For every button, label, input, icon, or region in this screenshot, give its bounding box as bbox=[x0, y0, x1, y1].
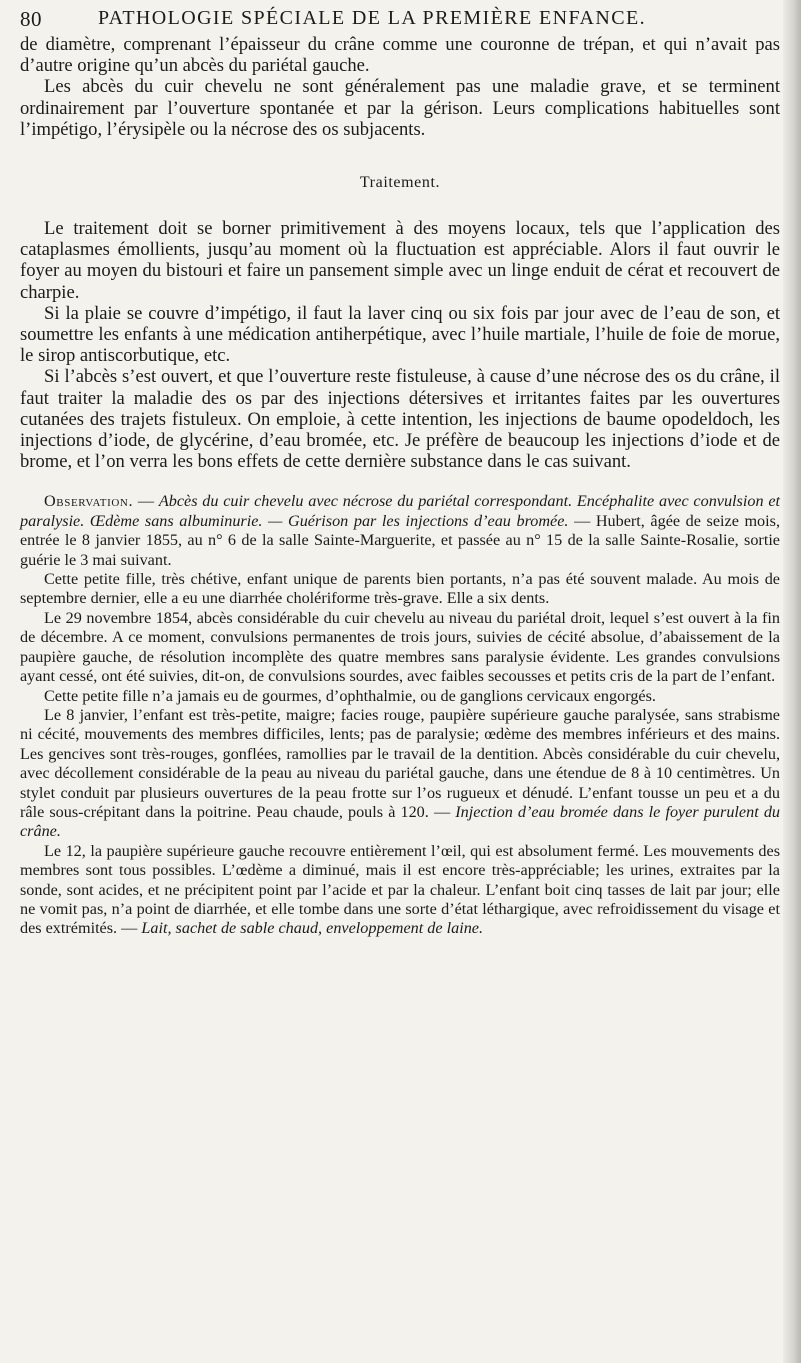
observation-p4-prescription: Injection d’eau bromée dans le foyer purulent du crâne. bbox=[20, 802, 781, 841]
observation-label: Observation. bbox=[44, 492, 134, 511]
observation-paragraph-1: Cette petite fille, très chétive, enfant unique de parents bien portants, n’a pas été souvent malade. Au mois de septembre dernier, elle a eu une diarrhée cholériforme très-grave. Elle a six dents. bbox=[20, 570, 780, 608]
treatment-paragraph-1: Le traitement doit se borner primitivement à des moyens locaux, tels que l’application des cataplasmes émollients, jusqu’au moment où la fluctuation est appréciable. Alors il faut ouvrir le foyer au moyen du bistouri et faire un pansement simple avec un linge enduit de cérat et recouvert de charpie. bbox=[20, 218, 780, 303]
page-gutter-shadow bbox=[783, 0, 801, 1363]
observation-title: Abcès du cuir chevelu avec nécrose du pariétal correspondant. Encéphalite avec convulsion et paralysie. Œdème sans albuminurie. — Guérison par les injections d’eau bromée. bbox=[20, 492, 781, 530]
observation-paragraph-2: Le 29 novembre 1854, abcès considérable du cuir chevelu au niveau du pariétal droit, lequel s’est ouvert à la fin de décembre. A ce moment, convulsions permanentes de trois jours, suivies de cécité absolue, d’abaissement de la paupière gauche, de résolution incomplète des quatre membres sans paralysie évidente. Les grandes convulsions ayant cessé, ont été suivies, dit-on, de convulsions sourdes, avec faibles secousses et petits cris de la part de l’enfant. bbox=[20, 608, 780, 686]
treatment-paragraph-3: Si l’abcès s’est ouvert, et que l’ouverture reste fistuleuse, à cause d’une nécrose des os du crâne, il faut traiter la maladie des os par des injections détersives et irritantes faites par les ouvertures cutanées des trajets fistuleux. On emploie, à cette intention, les injections de baume opodeldoch, les injections d’iode, de glycérine, d’eau bromée, etc. Je préfère de beaucoup les injections d’iode et de brome, et l’on verra les bons effets de cette dernière substance dans le cas suivant. bbox=[20, 366, 780, 473]
intro-paragraph: Les abcès du cuir chevelu ne sont généralement pas une maladie grave, et se terminent ordinairement par l’ouverture spontanée et par la gérison. Leurs complications habituelles sont l’impétigo, l’érysipèle ou la nécrose des os subjacents. bbox=[20, 76, 780, 140]
observation-p4-text: Le 8 janvier, l’enfant est très-petite, maigre; facies rouge, paupière supérieure gauche paralysée, sans strabisme ni cécité, mouvements des membres difficiles, lents; pas de paralysie; œdème des membres inférieurs et des mains. Les gencives sont très-rouges, gonflées, ramollies par le travail de la dentition. Abcès considérable du cuir chevelu, avec décollement considérable de la peau au niveau du pariétal gauche, dans une étendue de 8 à 10 centimètres. Un stylet conduit par plusieurs ouvertures de la peau frotte sur l’os rugueux et dénudé. L’enfant tousse un peu et a du râle sous-crépitant dans la poitrine. Peau chaude, pouls à 120. — bbox=[20, 705, 780, 821]
page-number: 80 bbox=[20, 7, 42, 31]
observation-p5-text: Le 12, la paupière supérieure gauche recouvre entièrement l’œil, qui est absolument fermé. Les mouvements des membres sont tous possibles. L’œdème a diminué, mais il est encore très-appréciable; les urines, extraites par la sonde, sont acides, et ne précipitent point par l’acide et par la chaleur. L’enfant boit cinq tasses de lait par jour; elle ne vomit pas, n’a point de diarrhée, et elle tombe dans une sorte d’état léthargique, avec refroidissement du visage et des extrémités. — bbox=[20, 841, 780, 938]
intro-paragraph-continued: de diamètre, comprenant l’épaisseur du crâne comme une couronne de trépan, et qui n’avait pas d’autre origine qu’un abcès du pariétal gauche. bbox=[20, 34, 780, 77]
section-title: Traitement. bbox=[359, 174, 441, 192]
observation-paragraph-5 bbox=[20, 842, 780, 939]
observation-heading-paragraph: Observation. — Abcès du cuir chevelu avec nécrose du pariétal correspondant. Encéphalite avec convulsion et paralysie. Œdème sans albuminurie. — Guérison par les injections d’eau bromée. — Hubert, âgée de seize mois, entrée le 8 janvier 1855, au n° 6 de la salle Sainte-Marguerite, et passée au n° 15 de la salle Sainte-Rosalie, sortie guérie le 3 mai suivant. bbox=[20, 492, 781, 569]
treatment-paragraph-2: Si la plaie se couvre d’impétigo, il faut la laver cinq ou six fois par jour avec de l’eau de son, et soumettre les enfants à une médication antiherpétique, avec l’huile martiale, l’huile de foie de morue, le sirop antiscorbutique, etc. bbox=[20, 302, 780, 367]
observation-paragraph-4 bbox=[20, 706, 780, 842]
observation-p5-prescription: Lait, sachet de sable chaud, enveloppement de laine. bbox=[141, 919, 484, 938]
running-head: PATHOLOGIE SPÉCIALE DE LA PREMIÈRE ENFANCE. bbox=[98, 7, 646, 29]
observation-intro: — Hubert, âgée de seize mois, entrée le 8 janvier 1855, au n° 6 de la salle Sainte-Marguerite, et passée au n° 15 de la salle Sainte-Rosalie, sortie guérie le 3 mai suivant. bbox=[20, 511, 780, 569]
observation-paragraph-3: Cette petite fille n’a jamais eu de gourmes, d’ophthalmie, ou de ganglions cervicaux engorgés. bbox=[44, 686, 656, 705]
page-body bbox=[20, 34, 780, 939]
